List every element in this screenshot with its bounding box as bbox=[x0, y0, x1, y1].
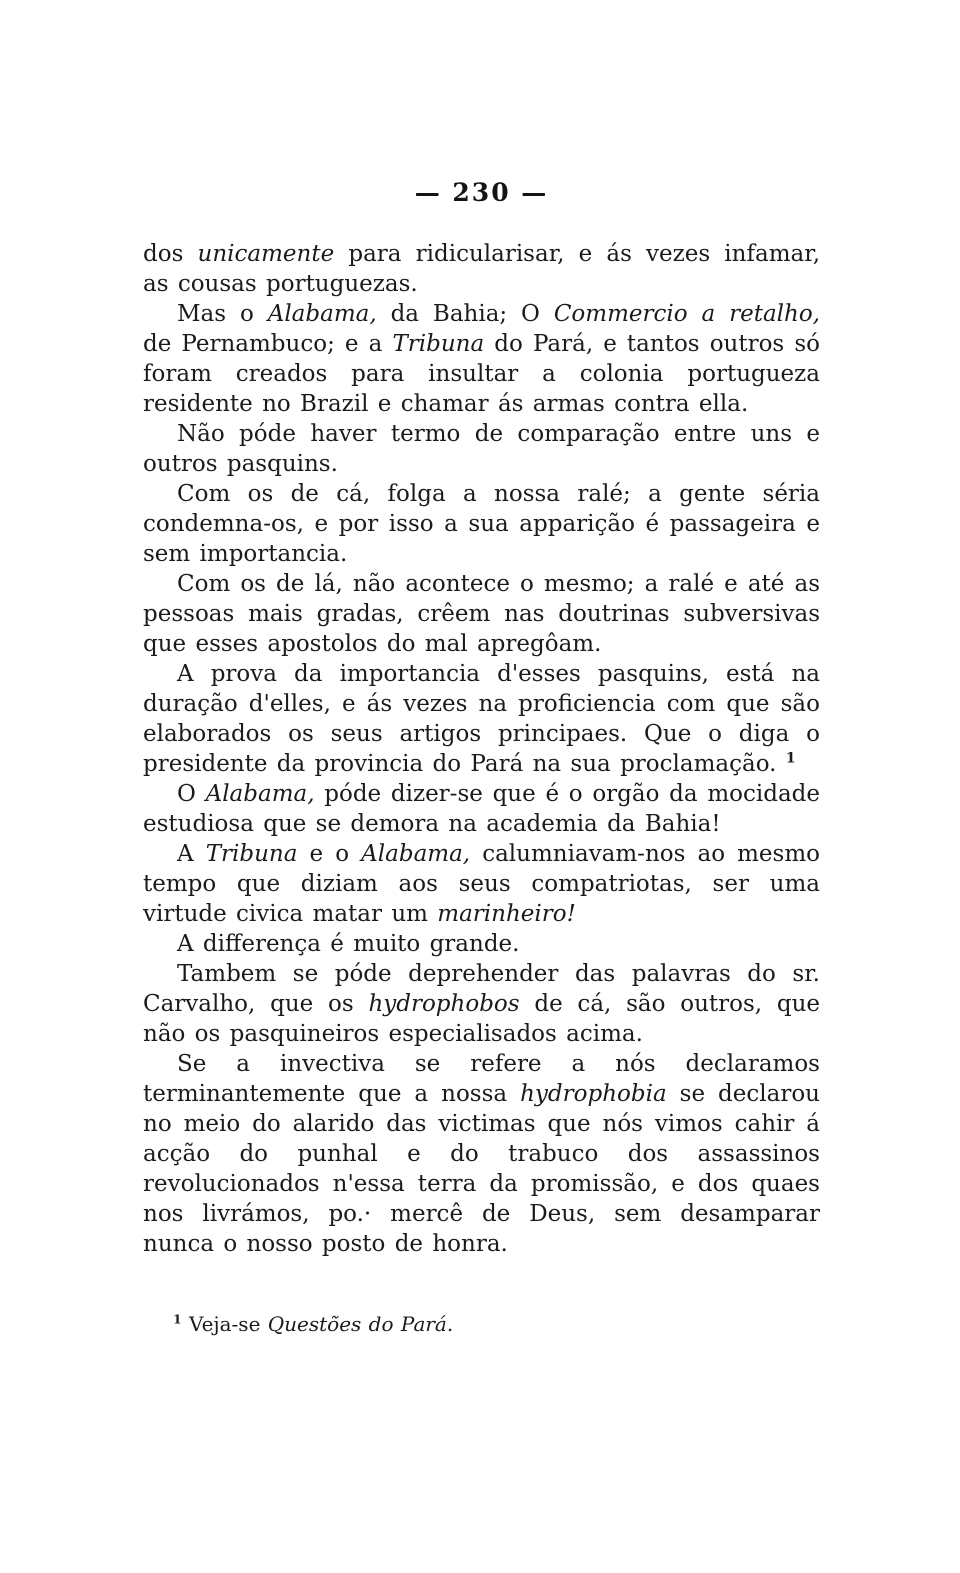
text-run: O bbox=[177, 781, 206, 807]
page-number: — 230 — bbox=[414, 178, 549, 207]
italic-text: hydrophobia bbox=[520, 1081, 667, 1107]
italic-text: Alabama, bbox=[267, 301, 377, 327]
text-run: Mas o bbox=[177, 301, 268, 327]
text-run: de Pernambuco; e a bbox=[143, 331, 393, 357]
text-run: de cá, são outros, que não os pasquineiros especialisados acima. bbox=[143, 991, 820, 1047]
text-run: Com os de cá, folga a nossa ralé; a gente séria condemna-os, e por isso a sua apparição é passageira e sem importancia. bbox=[143, 481, 820, 567]
body-text bbox=[143, 239, 820, 1259]
text-run: A bbox=[177, 841, 206, 867]
paragraph bbox=[143, 299, 820, 419]
text-run: dos bbox=[143, 241, 198, 267]
italic-text: Tribuna bbox=[205, 841, 298, 867]
text-run: A prova da importancia d'esses pasquins, está na duração d'elles, e ás vezes na proficiencia com que são elaborados os seus artigos principaes. Que o diga o presidente da provincia do Pará na sua proclamação. bbox=[143, 661, 820, 777]
text-run: para ridicularisar, e ás vezes infamar, as cousas portuguezas. bbox=[143, 241, 821, 297]
italic-text: Commercio a retalho, bbox=[553, 301, 820, 327]
paragraph bbox=[143, 419, 820, 479]
text-run: Se a invectiva se refere a nós declaramos terminantemente que a nossa bbox=[143, 1051, 820, 1107]
text-run: se declarou no meio do alarido das victimas que nós vimos cahir á acção do punhal e do trabuco dos assassinos revolucionados n'essa terra da promissão, e dos quaes nos livrámos, po.· mercê de Deus, sem desamparar nunca o nosso posto de honra. bbox=[143, 1081, 820, 1257]
text-run: calumniavam-nos ao mesmo tempo que diziam aos seus compatriotas, ser uma virtude civica matar um bbox=[143, 841, 821, 927]
paragraph bbox=[143, 569, 820, 659]
italic-text: Alabama, bbox=[361, 841, 471, 867]
text-run: Tambem se póde deprehender das palavras do sr. Carvalho, que os bbox=[143, 961, 820, 1017]
paragraph bbox=[143, 929, 820, 959]
italic-text: marinheiro! bbox=[437, 901, 576, 927]
text-run: da Bahia; O bbox=[376, 301, 554, 327]
text-run: Não póde haver termo de comparação entre uns e outros pasquins. bbox=[143, 421, 820, 477]
paragraph bbox=[143, 659, 820, 779]
paragraph bbox=[143, 779, 820, 839]
footnote-marker: 1 bbox=[785, 750, 796, 767]
paragraph bbox=[143, 479, 820, 569]
italic-text: Questões do Pará. bbox=[267, 1312, 454, 1336]
text-run: póde dizer-se que é o orgão da mocidade estudiosa que se demora na academia da Bahia! bbox=[143, 781, 820, 837]
paragraph bbox=[143, 1049, 820, 1259]
footnote bbox=[143, 1311, 820, 1337]
text-run: e o bbox=[297, 841, 362, 867]
text-run: A differença é muito grande. bbox=[177, 931, 520, 957]
italic-text: Tribuna bbox=[392, 331, 485, 357]
italic-text: hydrophobos bbox=[368, 991, 520, 1017]
text-run: do Pará, e tantos outros só foram creados para insultar a colonia portugueza residente no Brazil e chamar ás armas contra ella. bbox=[143, 331, 820, 417]
paragraph bbox=[143, 839, 820, 929]
paragraph bbox=[143, 239, 820, 299]
text-run: Veja-se bbox=[181, 1312, 268, 1336]
text-run: Com os de lá, não acontece o mesmo; a ralé e até as pessoas mais gradas, crêem nas doutrinas subversivas que esses apostolos do mal apregôam. bbox=[143, 571, 820, 657]
italic-text: Alabama, bbox=[205, 781, 315, 807]
paragraph bbox=[143, 959, 820, 1049]
footnote-marker: 1 bbox=[173, 1311, 182, 1327]
italic-text: unicamente bbox=[197, 241, 335, 267]
